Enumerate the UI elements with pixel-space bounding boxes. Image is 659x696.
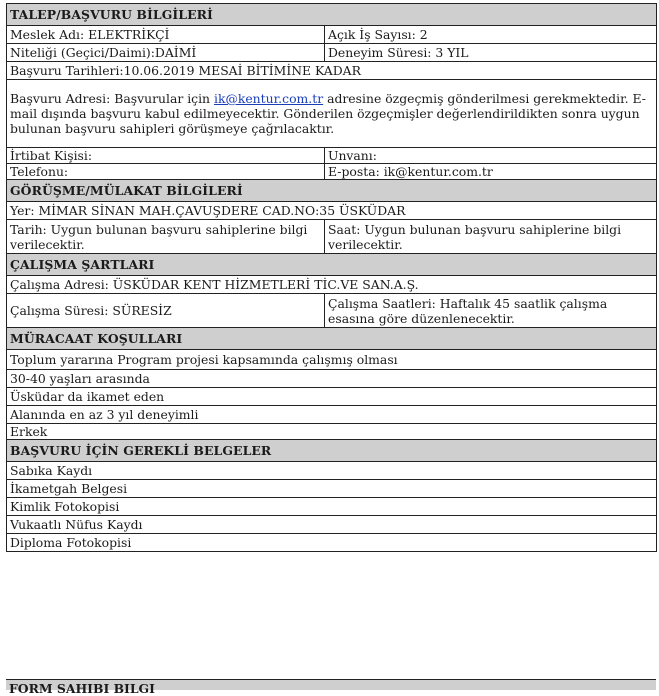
list-item bbox=[7, 350, 657, 370]
form-row bbox=[7, 26, 657, 44]
section-header-cut-off bbox=[6, 679, 656, 696]
calisma-suresi: Çalışma Süresi: SÜRESİZ bbox=[7, 294, 325, 328]
adres-text-suffix: adresine özgeçmiş gönderilmesi gerekmektedir. E-mail dışında başvuru kabul edilmeyecektir. Gönderilen özgeçmişler değerlendirildikten sonra uygun bulunan başvuru sahipleri görüşmeye çağrılacaktır. bbox=[10, 91, 646, 136]
list-item bbox=[7, 516, 657, 534]
calisma-saatleri: Çalışma Saatleri: Haftalık 45 saatlik çalışma esasına göre düzenlenecektir. bbox=[325, 294, 657, 328]
section-header-calisma bbox=[7, 254, 657, 276]
acik-is-sayisi: Açık İş Sayısı: 2 bbox=[325, 26, 657, 44]
gorusme-yer: Yer: MİMAR SİNAN MAH.ÇAVUŞDERE CAD.NO:35 ÜSKÜDAR bbox=[7, 202, 657, 220]
basvuru-adresi bbox=[7, 80, 657, 148]
section-header-gorusme bbox=[7, 180, 657, 202]
section-title: GÖRÜŞME/MÜLAKAT BİLGİLERİ bbox=[7, 180, 657, 202]
section-header-muracaat bbox=[7, 328, 657, 350]
gorusme-tarih: Tarih: Uygun bulunan başvuru sahiplerine bilgi verilecektir. bbox=[7, 220, 325, 254]
niteligi: Niteliği (Geçici/Daimi):DAİMİ bbox=[7, 44, 325, 62]
form-row bbox=[7, 164, 657, 180]
form-row bbox=[7, 44, 657, 62]
irtibat-kisisi: İrtibat Kişisi: bbox=[7, 148, 325, 164]
section-title: BAŞVURU İÇİN GEREKLİ BELGELER bbox=[7, 440, 657, 462]
job-posting-form bbox=[6, 3, 656, 552]
gerekli-belge: Vukaatlı Nüfus Kaydı bbox=[7, 516, 657, 534]
gerekli-belge: Diploma Fotokopisi bbox=[7, 534, 657, 552]
e-posta: E-posta: ik@kentur.com.tr bbox=[325, 164, 657, 180]
form-table bbox=[6, 3, 657, 552]
list-item bbox=[7, 534, 657, 552]
section-header-talep bbox=[7, 4, 657, 26]
unvani: Unvanı: bbox=[325, 148, 657, 164]
list-item bbox=[7, 424, 657, 440]
meslek-adi: Meslek Adı: ELEKTRİKÇİ bbox=[7, 26, 325, 44]
gerekli-belge: İkametgah Belgesi bbox=[7, 480, 657, 498]
email-link[interactable]: ik@kentur.com.tr bbox=[213, 91, 324, 106]
list-item bbox=[7, 480, 657, 498]
section-title-partial: FORM SAHIBI BILGI bbox=[9, 681, 155, 696]
form-row bbox=[7, 202, 657, 220]
form-row bbox=[7, 294, 657, 328]
form-row bbox=[7, 62, 657, 80]
muracaat-kosulu: Alanında en az 3 yıl deneyimli bbox=[7, 406, 657, 424]
gerekli-belge: Sabıka Kaydı bbox=[7, 462, 657, 480]
form-row bbox=[7, 148, 657, 164]
deneyim-suresi: Deneyim Süresi: 3 YIL bbox=[325, 44, 657, 62]
section-title: TALEP/BAŞVURU BİLGİLERİ bbox=[7, 4, 657, 26]
basvuru-tarihleri: Başvuru Tarihleri:10.06.2019 MESAİ BİTİMİNE KADAR bbox=[7, 62, 657, 80]
section-title: MÜRACAAT KOŞULLARI bbox=[7, 328, 657, 350]
list-item bbox=[7, 462, 657, 480]
form-row bbox=[7, 276, 657, 294]
list-item bbox=[7, 498, 657, 516]
calisma-adresi: Çalışma Adresi: ÜSKÜDAR KENT HİZMETLERİ TİC.VE SAN.A.Ş. bbox=[7, 276, 657, 294]
muracaat-kosulu: Toplum yararına Program projesi kapsamında çalışmış olması bbox=[7, 350, 657, 370]
form-row bbox=[7, 80, 657, 148]
muracaat-kosulu: 30-40 yaşları arasında bbox=[7, 370, 657, 388]
adres-text-prefix: Başvuru Adresi: Başvurular için bbox=[10, 91, 214, 106]
section-title: ÇALIŞMA ŞARTLARI bbox=[7, 254, 657, 276]
list-item bbox=[7, 370, 657, 388]
gerekli-belge: Kimlik Fotokopisi bbox=[7, 498, 657, 516]
muracaat-kosulu: Üsküdar da ikamet eden bbox=[7, 388, 657, 406]
telefonu: Telefonu: bbox=[7, 164, 325, 180]
muracaat-kosulu: Erkek bbox=[7, 424, 657, 440]
list-item bbox=[7, 406, 657, 424]
section-header-belgeler bbox=[7, 440, 657, 462]
list-item bbox=[7, 388, 657, 406]
gorusme-saat: Saat: Uygun bulunan başvuru sahiplerine bilgi verilecektir. bbox=[325, 220, 657, 254]
form-row bbox=[7, 220, 657, 254]
